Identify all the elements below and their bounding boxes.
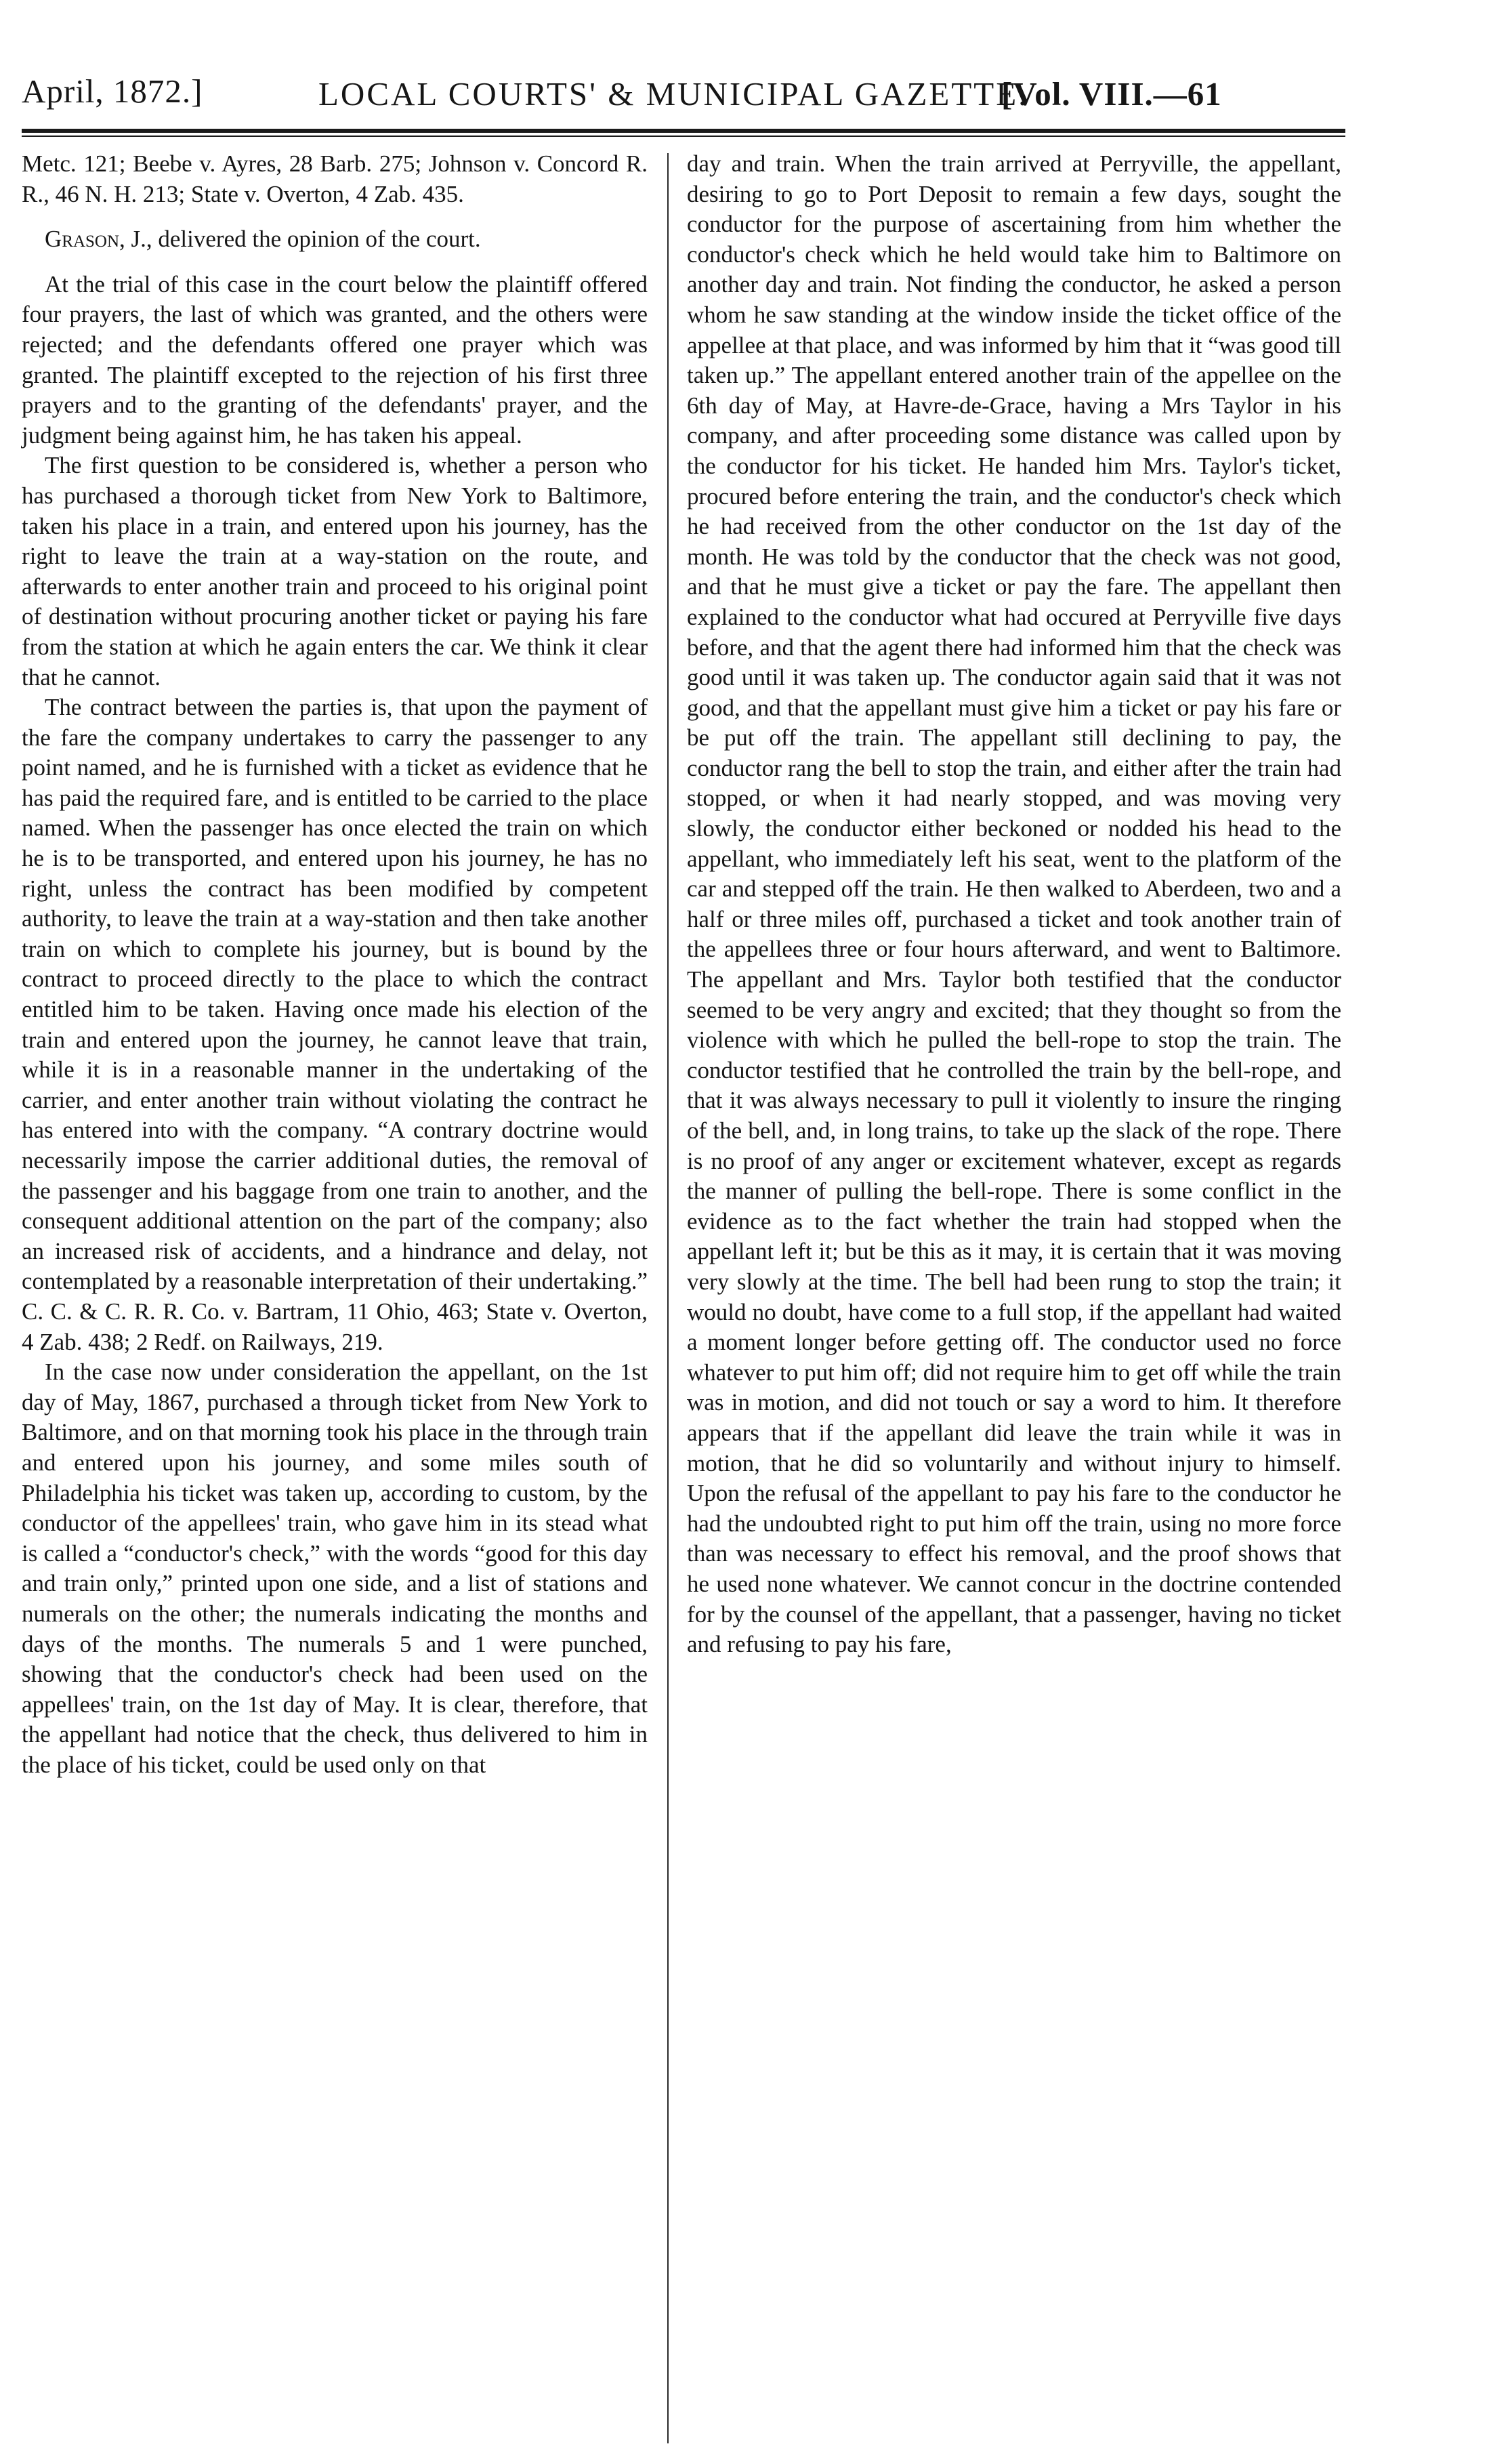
paragraph: The first question to be considered is, whether a person who has purchased a thorough ticket from New York to Baltimore, taken his place in a train, and entered upon his journey, has the right to leave the train at a way-station on the route, and afterwards to enter another train and proceed to his original point of destination without procuring another ticket or paying his fare from the station at which he again enters the car. We think it clear that he cannot. [22,452,648,690]
citation-text: Metc. 121; Beebe v. Ayres, 28 Barb. 275; Johnson v. Concord R. R., 46 N. H. 213; State v. Overton, 4 Zab. 435. [22,150,648,207]
opinion-intro-text: , delivered the opinion of the court. [146,226,481,253]
paragraph: day and train. When the train arrived at Perryville, the appellant, desiring to go to Port Deposit to remain a few days, sought the conductor for the purpose of ascertaining from him whether the conductor's check which he held would take him to Baltimore on another day and train. Not finding the conductor, he asked a person whom he saw standing at the window inside the ticket office of the appellee at that place, and was informed by him that it “was good till taken up.” The appellant entered another train of the appellee on the 6th day of May, at Havre-de-Grace, having a Mrs Taylor in his company, and after proceeding some distance was called upon by the conductor for his ticket. He handed him Mrs. Taylor's ticket, procured before entering the train, and the conductor's check which he had received from the other conductor on the 1st day of the month. He was told by the conductor that the check was not good, and that he must give a ticket or pay the fare. The appellant then explained to the conductor what had occured at Perryville five days before, and that the agent there had informed him that the check was good until it was taken up. The conductor again said that it was not good, and that the appellant must give him a ticket or pay his fare or be put off the train. The appellant still declining to pay, the conductor rang the bell to stop the train, and either after the train had stopped, or when it had nearly stopped, and was moving very slowly, the conductor either beckoned or nodded his head to the appellant, who immediately left his seat, went to the platform of the car and stepped off the train. He then walked to Aberdeen, two and a half or three miles off, purchased a ticket and took another train of the appellees three or four hours afterward, and went to Baltimore. The appellant and Mrs. Taylor both testified that the conductor seemed to be very angry and excited; that they thought so from the violence with which he pulled the bell-rope to stop the train. The conductor testified that he controlled the train by the bell-rope, and that it was always necessary to pull it violently to insure the ringing of the bell, and, in long trains, to take up the slack of the rope. There is no proof of any anger or excitement whatever, except as regards the manner of pulling the bell-rope. There is some conflict in the evidence as to the fact whether the train had stopped when the appellant left it; but be this as it may, it is certain that it was moving very slowly at the time. The bell had been rung to stop the train; it would no doubt, have come to a full stop, if the appellant had waited a moment longer before getting off. The conductor used no force whatever to put him off; did not require him to get off while the train was in motion, and did not touch or say a word to him. It therefore appears that if the appellant did leave the train while it was in motion, that he did so voluntarily and without injury to himself. Upon the refusal of the appellant to pay his fare to the conductor he had the undoubted right to put him off the train, using no more force than was necessary to effect his removal, and the proof shows that he used none whatever. We cannot concur in the doctrine contended for by the counsel of the appellant, that a passenger, having no ticket and refusing to pay his fare, [687,150,1341,1658]
header-date: April, 1872.] [22,73,203,110]
paragraph: At the trial of this case in the court below the plaintiff offered four prayers, the last of which was granted, and the others were rejected; and the defendants offered one prayer which was granted. The plaintiff excepted to the rejection of his first three prayers and to the granting of the defendants' prayer, and the judgment being against him, he has taken his appeal. [22,270,648,449]
paragraph: The contract between the parties is, that upon the payment of the fare the company undertakes to carry the passenger to any point named, and he is furnished with a ticket as evidence that he has paid the required fare, and is entitled to be carried to the place named. When the passenger has once elected the train on which he is to be transported, and entered upon his journey, he has no right, unless the contract has been modified by competent authority, to leave the train at a way-station and then take another train on which to complete his journey, but is bound by the contract to proceed directly to the place to which the contract entitled him to be taken. Having once made his election of the train and entered upon the journey, he cannot leave that train, while it is in a reasonable manner in the undertaking of the carrier, and enter another train without violating the contract he has entered into with the company. “A contrary doctrine would necessarily impose the carrier additional duties, the removal of the passenger and his baggage from one train to another, and the consequent additional attention on the part of the company; also an increased risk of accidents, and a hindrance and delay, not contemplated by a reasonable interpretation of their undertaking.” C. C. & C. R. R. Co. v. Bartram, 11 Ohio, 463; State v. Overton, 4 Zab. 438; 2 Redf. on Railways, 219. [22,694,648,1355]
opinion-intro [22,224,648,255]
page-header [22,60,1336,121]
column-divider [667,153,669,2443]
paragraph: In the case now under consideration the appellant, on the 1st day of May, 1867, purchased a through ticket from New York to Baltimore, and on that morning took his place in the through train and entered upon his journey, and some miles south of Philadelphia his ticket was taken up, according to custom, by the conductor of the appellees' train, who gave him in its stead what is called a “conductor's check,” with the words “good for this day and train only,” printed upon one side, and a list of stations and numerals on the other; the numerals indicating the months and days of the months. The numerals 5 and 1 were punched, showing that the conductor's check had been used on the appellees' train, on the 1st day of May. It is clear, therefore, that the appellant had notice that the check, thus delivered to him in the place of his ticket, could be used only on that [22,1359,648,1778]
right-column [687,149,1341,1660]
header-volume: [Vol. VIII.—61 [1001,75,1222,112]
header-rule-thick [22,129,1345,133]
left-column [22,149,648,1780]
header-title: LOCAL COURTS' & MUNICIPAL GAZETTE. [318,75,1029,112]
header-rule-thin [22,136,1345,137]
judge-name: Grason, J. [45,226,146,253]
